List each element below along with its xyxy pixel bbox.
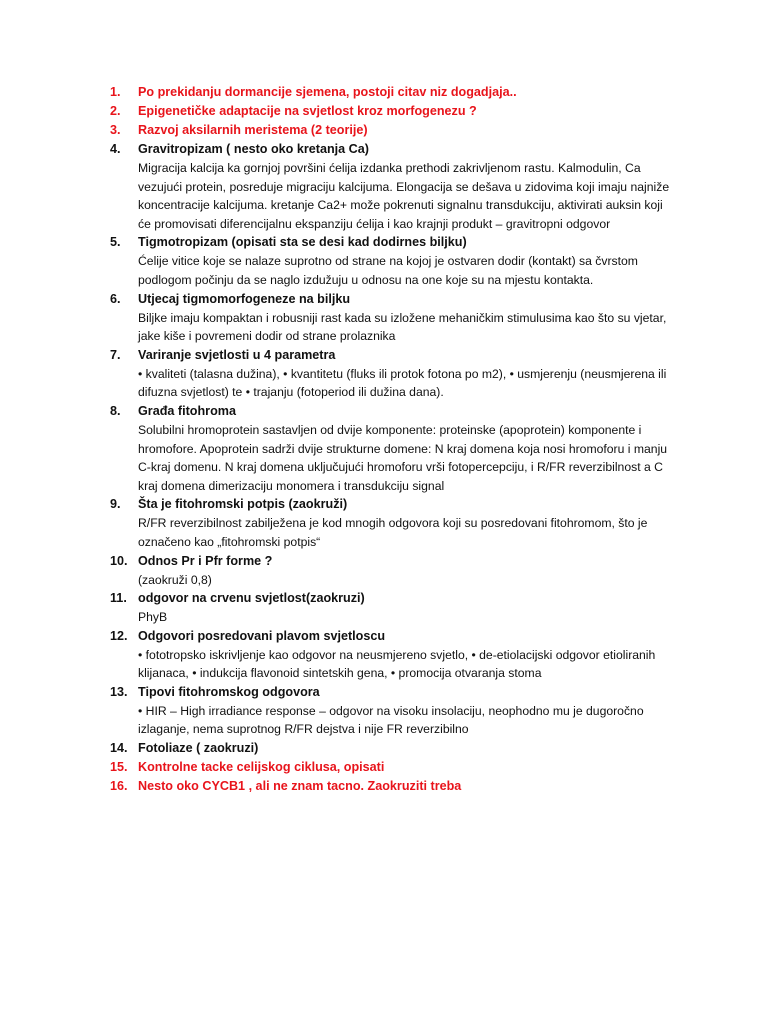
- question-number: 2.: [110, 104, 121, 118]
- answer-text: [138, 365, 670, 402]
- question-item: [110, 140, 670, 233]
- question-item: [110, 589, 670, 627]
- question-title: Razvoj aksilarnih meristema (2 teorije): [138, 123, 368, 137]
- question-number: 5.: [110, 235, 121, 250]
- question-title: Po prekidanju dormancije sjemena, postoji citav niz dogadjaja..: [138, 85, 517, 99]
- answer-paragraph: Biljke imaju kompaktan i robusniji rast kada su izložene mehaničkim stimulusima kao što su vjetar, jake kiše i povremeni dodir od strane prolaznika: [138, 310, 667, 344]
- answer-text: [138, 646, 670, 683]
- question-number: 9.: [110, 497, 121, 512]
- question-title: Građa fitohroma: [138, 403, 236, 418]
- question-title: Gravitropizam ( nesto oko kretanja Ca): [138, 142, 369, 156]
- question-number: 8.: [110, 403, 121, 418]
- question-item: [110, 83, 670, 102]
- answer-text: [138, 252, 670, 289]
- answer-text: [138, 309, 670, 346]
- question-item: [110, 121, 670, 140]
- answer-paragraph: Migracija kalcija ka gornjoj površini ćelija izdanka prethodi zakrivljenom rastu. Kalmodulin, Ca vezujući protein, posreduje migraciju kalcijuma. Elongacija se dešava u zidovima koji imaju najniže koncentracije kalcijuma. kretanje Ca2+ može pokrenuti signalnu transdukciju, aktivirati auksin koji će promovisati diferencijalnu ekspanziju ćelija i kao krajnji produkt – gravitropni odgovor: [138, 161, 670, 231]
- question-number: 4.: [110, 142, 121, 156]
- question-title: Odgovori posredovani plavom svjetloscu: [138, 628, 386, 643]
- answer-text: [138, 571, 670, 590]
- question-number: 13.: [110, 684, 128, 699]
- question-title: Variranje svjetlosti u 4 parametra: [138, 347, 336, 362]
- question-item: [110, 102, 670, 121]
- question-number: 15.: [110, 760, 128, 775]
- question-title: Kontrolne tacke celijskog ciklusa, opisati: [138, 760, 385, 775]
- answer-paragraph: • fototropsko iskrivljenje kao odgovor na neusmjereno svjetlo, • de-etiolacijski odgovor etioliranih klijanaca, • indukcija flavonoid sintetskih gena, • promocija otvaranja stoma: [138, 647, 656, 681]
- question-item: [110, 758, 670, 777]
- answer-paragraph: R/FR reverzibilnost zabilježena je kod mnogih odgovora koji su posredovani fitohromom, što je označeno kao „fitohromski potpis“: [138, 516, 648, 549]
- answer-paragraph: • HIR – High irradiance response – odgovor na visoku insolaciju, neophodno mu je dugoročno izlaganje, nema suprotnog R/FR dejstva i nije FR reverzibilno: [138, 703, 644, 737]
- answer-text: [138, 159, 670, 233]
- question-item: [110, 739, 670, 758]
- answer-paragraph: (zaokruži 0,8): [138, 572, 212, 587]
- answer-paragraph: Ćelije vitice koje se nalaze suprotno od strane na kojoj je ostvaren dodir (kontakt) sa čvrstom podlogom počinju da se naglo izdužuju u odnosu na one koje su na mjestu kontakta.: [138, 254, 638, 287]
- question-title: Utjecaj tigmomorfogeneze na biljku: [138, 291, 351, 306]
- answer-text: [138, 421, 670, 495]
- question-item: [110, 402, 670, 495]
- question-item: [110, 683, 670, 739]
- question-number: 10.: [110, 553, 128, 568]
- question-item: [110, 495, 670, 551]
- question-title: Tipovi fitohromskog odgovora: [138, 684, 320, 699]
- question-title: Šta je fitohromski potpis (zaokruži): [138, 497, 348, 512]
- question-title: Odnos Pr i Pfr forme ?: [138, 553, 273, 568]
- question-list: [110, 83, 670, 796]
- question-number: 12.: [110, 628, 128, 643]
- answer-text: [138, 702, 670, 739]
- answer-paragraph: PhyB: [138, 610, 168, 625]
- question-item: [110, 346, 670, 402]
- question-title: Tigmotropizam (opisati sta se desi kad dodirnes biljku): [138, 235, 467, 250]
- answer-text: [138, 608, 670, 627]
- answer-paragraph: • kvaliteti (talasna dužina), • kvantitetu (fluks ili protok fotona po m2), • usmjerenju (neusmjerena ili difuzna svjetlost) te • trajanju (fotoperiod ili dužina dana).: [138, 366, 667, 400]
- question-number: 1.: [110, 85, 121, 99]
- question-title: Fotoliaze ( zaokruzi): [138, 741, 259, 756]
- question-item: [110, 777, 670, 796]
- answer-text: [138, 514, 670, 551]
- question-number: 3.: [110, 123, 121, 137]
- answer-paragraph: Solubilni hromoprotein sastavljen od dvije komponente: proteinske (apoprotein) komponente i hromofore. Apoprotein sadrži dvije strukturne domene: N kraj domena koja nosi hromoforu i manju C-kraj domenu. N kraj domena uključujući hromoforu vrši fotopercepciju, i R/FR reverzibilnost a C kraj domena dimerizaciju monomera i transdukciju signal: [138, 422, 668, 493]
- question-number: 16.: [110, 779, 128, 794]
- question-title: Nesto oko CYCB1 , ali ne znam tacno. Zaokruziti treba: [138, 779, 462, 794]
- question-number: 7.: [110, 347, 121, 362]
- question-title: Epigenetičke adaptacije na svjetlost kroz morfogenezu ?: [138, 104, 477, 118]
- question-item: [110, 552, 670, 590]
- question-item: [110, 290, 670, 346]
- question-title: odgovor na crvenu svjetlost(zaokruzi): [138, 591, 365, 606]
- question-number: 14.: [110, 741, 128, 756]
- question-item: [110, 233, 670, 289]
- question-number: 11.: [110, 591, 127, 606]
- question-number: 6.: [110, 291, 121, 306]
- question-item: [110, 627, 670, 683]
